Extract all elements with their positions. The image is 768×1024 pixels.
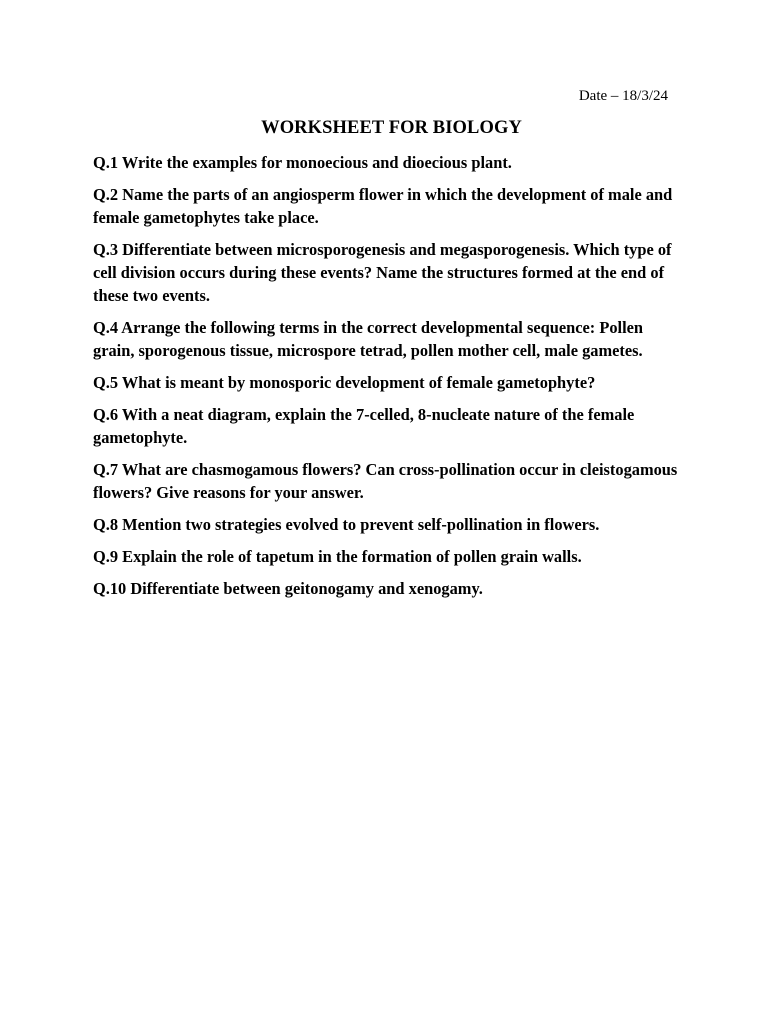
question-10: Q.10 Differentiate between geitonogamy and xenogamy. <box>93 579 483 598</box>
question-4: Q.4 Arrange the following terms in the correct developmental sequence: Pollen grain, sporogenous tissue, microspore tetrad, pollen mother cell, male gametes. <box>93 318 644 360</box>
question-9: Q.9 Explain the role of tapetum in the formation of pollen grain walls. <box>93 547 582 566</box>
worksheet-date: Date – 18/3/24 <box>578 88 668 104</box>
worksheet-title: WORKSHEET FOR BIOLOGY <box>261 118 522 138</box>
question-8: Q.8 Mention two strategies evolved to prevent self-pollination in flowers. <box>93 515 600 534</box>
question-6: Q.6 With a neat diagram, explain the 7-celled, 8-nucleate nature of the female gametophyte. <box>93 405 635 447</box>
question-7: Q.7 What are chasmogamous flowers? Can cross-pollination occur in cleistogamous flowers? Give reasons for your answer. <box>93 460 678 502</box>
question-1: Q.1 Write the examples for monoecious and dioecious plant. <box>93 153 512 172</box>
question-list <box>93 151 683 609</box>
question-5: Q.5 What is meant by monosporic development of female gametophyte? <box>93 373 596 392</box>
question-2: Q.2 Name the parts of an angiosperm flower in which the development of male and female gametophytes take place. <box>93 185 673 227</box>
question-3: Q.3 Differentiate between microsporogenesis and megasporogenesis. Which type of cell division occurs during these events? Name the structures formed at the end of these two events. <box>93 240 672 305</box>
